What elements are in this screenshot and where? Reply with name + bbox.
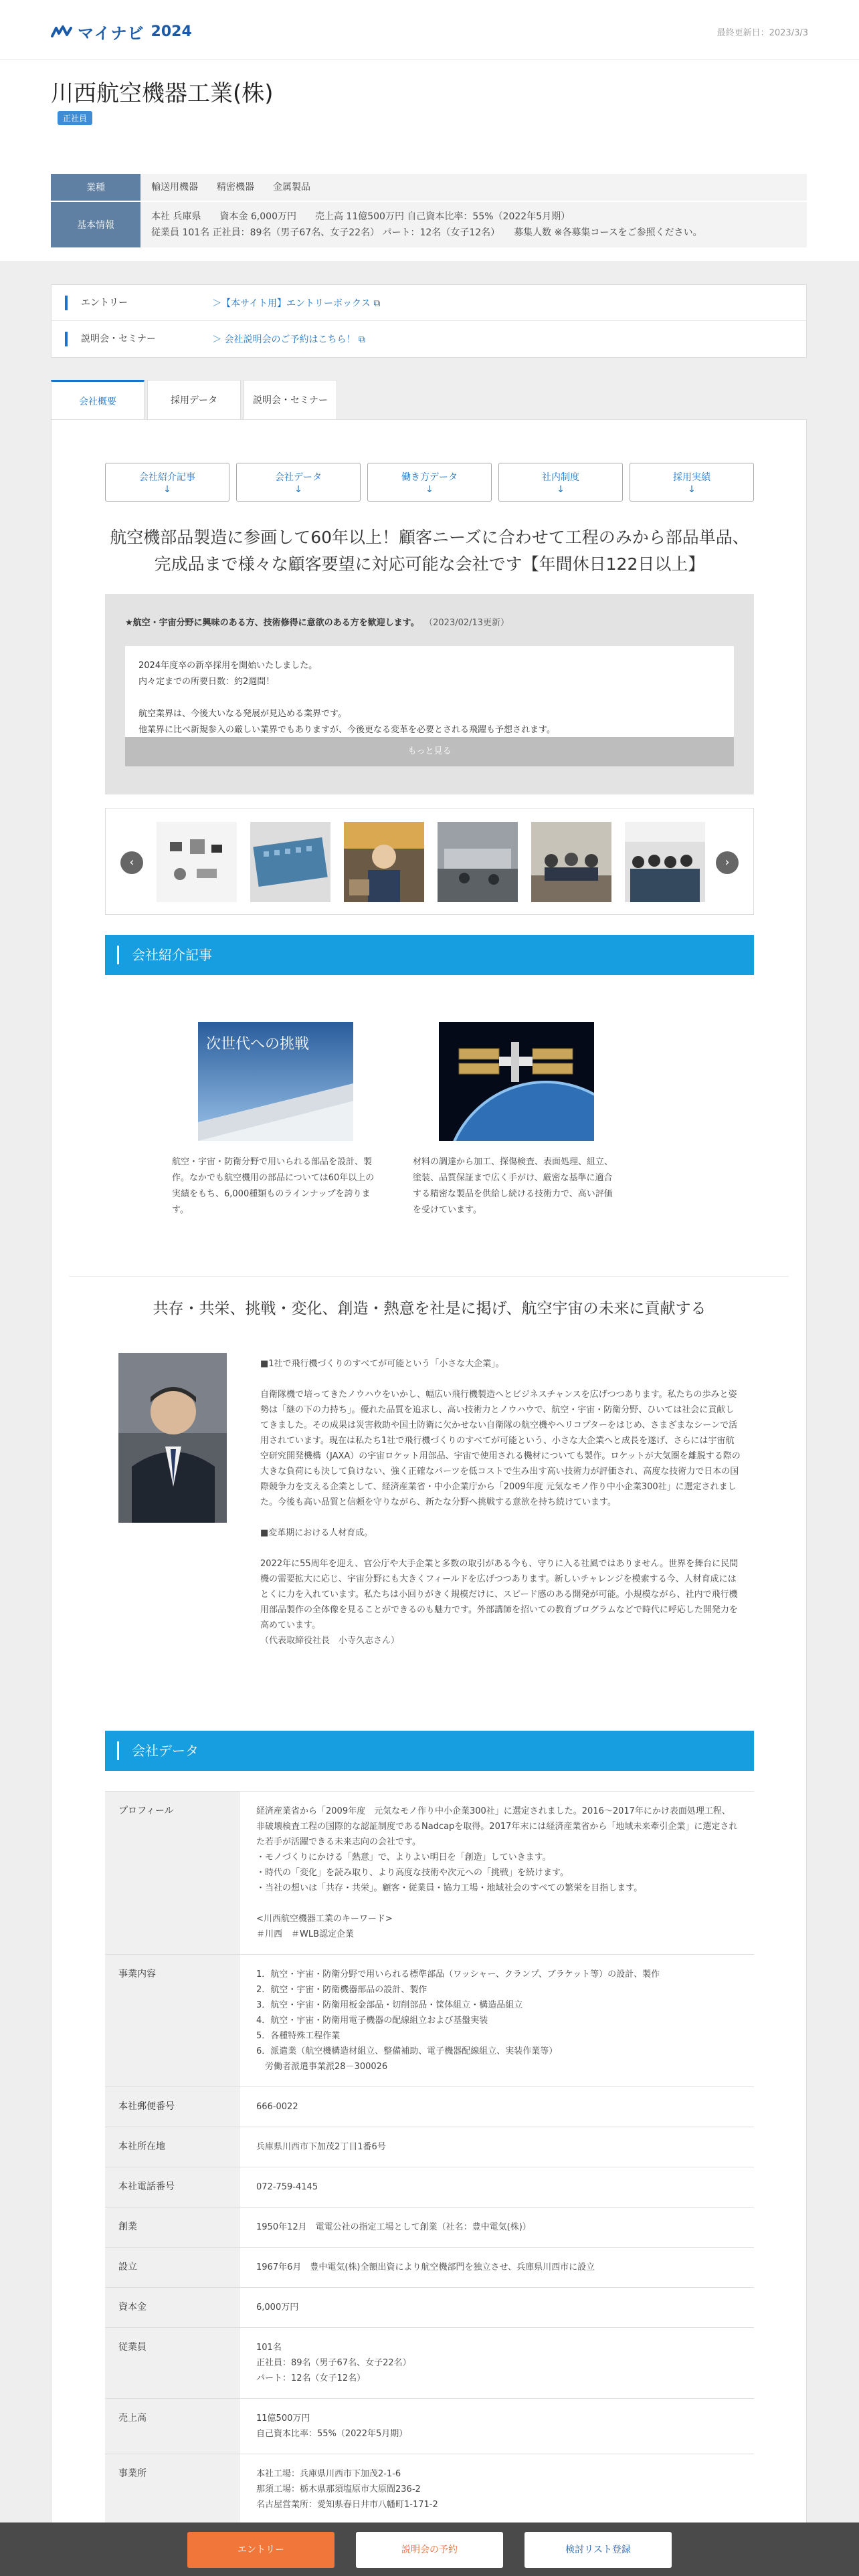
- anchor-systems[interactable]: 社内制度 ↓: [498, 463, 623, 502]
- article-image-space-station[interactable]: [439, 1022, 594, 1141]
- data-head: 従業員: [105, 2328, 240, 2398]
- sticky-action-bar: [0, 2523, 859, 2576]
- data-row-profile: [105, 1792, 754, 1955]
- site-header: [0, 0, 859, 60]
- seminar-reserve-button[interactable]: 説明会の予約: [356, 2532, 503, 2568]
- basic-info-label: 基本情報: [51, 202, 140, 247]
- company-name: 川西航空機器工業(株): [51, 80, 274, 107]
- tab-recruit-data[interactable]: 採用データ: [147, 380, 241, 420]
- data-body: 兵庫県川西市下加茂2丁目1番6号: [256, 2142, 386, 2152]
- data-body: 666-0022: [256, 2102, 298, 2112]
- catch-copy: 航空機部品製造に参画して60年以上！顧客ニーズに合わせて工程のみから部品単品、完成品まで様々な顧客要望に対応可能な会社です【年間休日122日以上】: [110, 528, 749, 574]
- data-row-address: [105, 2127, 754, 2167]
- data-row-postal: [105, 2087, 754, 2127]
- data-row-established: [105, 2248, 754, 2288]
- gallery-photo-meeting[interactable]: [531, 822, 611, 902]
- article-card-2[interactable]: [406, 1022, 627, 1218]
- add-to-list-button[interactable]: 検討リスト登録: [524, 2532, 672, 2568]
- mynavi-logo-icon: [51, 24, 74, 39]
- data-row-employees: [105, 2328, 754, 2399]
- notice-title: [125, 615, 509, 628]
- data-body: 101名 正社員：89名（男子67名、女子22名） パート：12名（女子12名）: [256, 2343, 411, 2383]
- industry-label: 業種: [51, 174, 140, 201]
- basic-info-line1: 本社 兵庫県 資本金 6,000万円 売上高 11億500万円 自己資本比率：55%（2022年5月期）: [151, 211, 571, 222]
- entry-label: エントリー: [65, 296, 212, 310]
- notice-title-text: ★航空・宇宙分野に興味のある方、技術修得に意欲のある方を歓迎します。: [125, 618, 419, 628]
- mynavi-logo[interactable]: [51, 23, 192, 43]
- data-body: 1967年6月 豊中電気(株)全額出資により航空機部門を独立させ、兵庫県川西市に設立: [256, 2262, 595, 2272]
- data-head: 設立: [105, 2248, 240, 2287]
- article-1-text: 航空・宇宙・防衛分野で用いられる部品を設計、製作。なかでも航空機用の部品については60年以上の実績をもち、6,000種類ものラインナップを誇ります。: [172, 1157, 375, 1215]
- article-image-airplane-wing[interactable]: [198, 1022, 353, 1141]
- article-image-caption: 次世代への挑戦: [206, 1036, 310, 1053]
- company-data-table: [105, 1791, 754, 2525]
- industry-row: [51, 174, 807, 201]
- data-head: プロフィール: [105, 1792, 240, 1954]
- page-tabs: [51, 380, 340, 420]
- gallery-photo-parts[interactable]: [157, 822, 237, 902]
- entry-button[interactable]: エントリー: [187, 2532, 335, 2568]
- anchor-hiring-results[interactable]: 採用実績 ↓: [630, 463, 754, 502]
- photo-gallery: [105, 808, 754, 915]
- data-row-business: [105, 1955, 754, 2087]
- anchor-work-style[interactable]: 働き方データ ↓: [367, 463, 492, 502]
- gallery-photo-worker[interactable]: [344, 822, 424, 902]
- industry-value: 輸送用機器 精密機器 金属製品: [151, 182, 310, 193]
- data-row-founded: [105, 2208, 754, 2248]
- seminar-label: 説明会・セミナー: [65, 332, 212, 346]
- logo-text: マイナビ: [78, 23, 145, 43]
- data-head: 売上高: [105, 2399, 240, 2454]
- gallery-photo-group[interactable]: [625, 822, 705, 902]
- data-head: 資本金: [105, 2288, 240, 2327]
- entry-row: [52, 285, 806, 321]
- seminar-row: [52, 321, 806, 357]
- gallery-photo-factory[interactable]: [438, 822, 518, 902]
- basic-info-value: [140, 202, 713, 247]
- data-head: 事業内容: [105, 1955, 240, 2086]
- anchor-nav: [105, 463, 754, 502]
- notice-more-button[interactable]: もっと見る: [125, 737, 734, 766]
- tab-seminar[interactable]: 説明会・セミナー: [244, 380, 337, 420]
- data-row-offices: [105, 2454, 754, 2525]
- tab-company-overview[interactable]: 会社概要: [51, 380, 145, 420]
- message-body: ■1社で飛行機づくりのすべてが可能という「小さな大企業」。 自衛隊機で培ってきたノウハウをいかし、幅広い飛行機製造へとビジネスチャンスを広げつつあります。私たちの歩みと姿勢は「継の下の力持ち」。優れた品質を追求し、高い技術力とノウハウで、航空・宇宙・防衛分野、ひいては社会に貢献してきました。その成果は災害救助や国土防衛に欠かせない自衛隊の航空機やヘリコプターをはじめ、さまざまなシーンで活用されています。現在は私たち1社で飛行機づくりのすべてが可能という、小さな大企業へと成長を遂げ、さらには宇宙航空研究開発機構（JAXA）の宇宙ロケット用部品、宇宙で使用される機材についても製作。ロケットが大気圏を離脱する際の大きな負荷にも決して負けない、強く正確なパーツを低コストで生み出す高い技術力が評価され、高度な技術力で日本の国際競争力を支える企業として、経済産業省・中小企業庁から「2009年度 元気なモノ作り中小企業300社」に選定されました。今後も高い品質と信頼を守りながら、新たな分野へ挑戦する意欲を持ち続けています。 ■変革期における人材育成。 2022年に55周年を迎え、官公庁や大手企業と多数の取引がある今も、守りに入る社風ではありません。世界を舞台に民間機の需要拡大に応じ、宇宙分野にも大きくフィールドを広げつつあります。新しいチャレンジを模索する今、人材育成にはとくに力を入れています。私たちは小回りがきく規模だけに、スピード感のある開発が可能。小規模ながら、社内で飛行機用部品製作の全体像を見ることができるのも魅力です。外部講師を招いての教育プログラムなどで時代に呼応した開発力を高めています。 （代表取締役社長 小寺久志さん）: [260, 1359, 741, 1646]
- anchor-article[interactable]: 会社紹介記事 ↓: [105, 463, 229, 502]
- president-photo: [118, 1353, 227, 1523]
- message-title: 共存・共栄、挑戦・変化、創造・熱意を社是に掲げ、航空宇宙の未来に貢献する: [153, 1300, 706, 1317]
- data-head: 本社郵便番号: [105, 2087, 240, 2127]
- basic-info-row: [51, 202, 807, 247]
- data-body: 1950年12月 電電公社の指定工場として創業（社名：豊中電気(株)）: [256, 2222, 531, 2232]
- entry-box-link[interactable]: ＞【本サイト用】エントリーボックス ⧉: [212, 298, 381, 309]
- gallery-next-icon[interactable]: ›: [716, 851, 739, 874]
- logo-year: 2024: [151, 23, 192, 40]
- data-body: 072-759-4145: [256, 2182, 318, 2192]
- company-info-table: [51, 174, 807, 249]
- data-row-capital: [105, 2288, 754, 2328]
- notice-box: [105, 594, 754, 794]
- anchor-company-data[interactable]: 会社データ ↓: [236, 463, 361, 502]
- article-card-1[interactable]: [165, 1022, 386, 1218]
- data-head: 本社所在地: [105, 2127, 240, 2167]
- data-row-sales: [105, 2399, 754, 2454]
- data-body: 経済産業省から「2009年度 元気なモノ作り中小企業300社」に選定されました。2016〜2017年にかけ表面処理工程、非破壊検査工程の国際的な認証制度であるNadcapを取得。2017年末には経済産業省から「地域未来牽引企業」に選定された若手が活躍できる未来志向の会社です。 ・モノづくりにかける「熱意」で、よりよい明日を「創造」していきます。 ・時代の「変化」を読み取り、より高度な技術や次元への「挑戦」を続けます。 ・当社の想いは「共存・共栄」。顧客・従業員・協力工場・地域社会のすべての繁栄を目指します。 <川西航空機器工業のキーワード> ＃川西 ＃WLB認定企業: [256, 1806, 738, 1939]
- data-body: 11億500万円 自己資本比率：55%（2022年5月期）: [256, 2413, 408, 2439]
- notice-date: （2023/02/13更新）: [428, 618, 510, 628]
- gallery-photo-components[interactable]: [250, 822, 330, 902]
- gallery-prev-icon[interactable]: ‹: [120, 851, 143, 874]
- data-head: 事業所: [105, 2454, 240, 2525]
- main-content: [51, 419, 807, 2576]
- data-body: 6,000万円: [256, 2302, 299, 2313]
- data-head: 本社電話番号: [105, 2167, 240, 2207]
- data-body: 本社工場：兵庫県川西市下加茂2-1-6 那須工場：栃木県那須塩原市大原間236-2 名古屋営業所：愛知県春日井市八幡町1-171-2: [256, 2469, 438, 2510]
- company-top: [0, 60, 859, 261]
- entry-box: [51, 284, 807, 358]
- article-2-text: 材料の調達から加工、探傷検査、表面処理、組立、塗装、品質保証まで広く手がけ、厳密な基準に適合する精密な製品を供給し続ける技術力で、高い評価を受けています。: [413, 1157, 613, 1215]
- seminar-reservation-link[interactable]: ＞ 会社説明会のご予約はこちら！ ⧉: [212, 334, 365, 345]
- data-head: 創業: [105, 2208, 240, 2247]
- gallery-thumbnails: [157, 822, 705, 902]
- data-body: 1．航空・宇宙・防衛分野で用いられる標準部品（ワッシャー、クランプ、ブラケット等）の設計、製作 2．航空・宇宙・防衛機器部品の設計、製作 3．航空・宇宙・防衛用板金部品・切削部品・筐体組立・構造品組立 4．航空・宇宙・防衛用電子機器の配線組立および基盤実装 5．各種特殊工程作業 6．派遣業（航空機構造材組立、整備補助、電子機器配線組立、実装作業等） 労働者派遣事業派28－300026: [256, 1969, 660, 2072]
- section-company-data-heading: 会社データ: [105, 1731, 754, 1771]
- basic-info-line2: 従業員 101名 正社員：89名（男子67名、女子22名） パート：12名（女子12名） 募集人数 ※各募集コースをご参照ください。: [151, 227, 702, 238]
- last-updated: 最終更新日：2023/3/3: [717, 28, 808, 38]
- notice-body: 2024年度卒の新卒採用を開始いたしました。 内々定までの所要日数：約2週間！ 航空業界は、今後大いなる発展が見込める業界です。 他業界に比べ新規参入の厳しい業界でもありますが、今後更なる変革を必要とされる飛躍も予想されます。: [125, 646, 734, 760]
- section-divider: [69, 1276, 789, 1277]
- section-article-heading: 会社紹介記事: [105, 935, 754, 975]
- employment-badge: 正社員: [58, 111, 92, 125]
- data-row-phone: [105, 2167, 754, 2208]
